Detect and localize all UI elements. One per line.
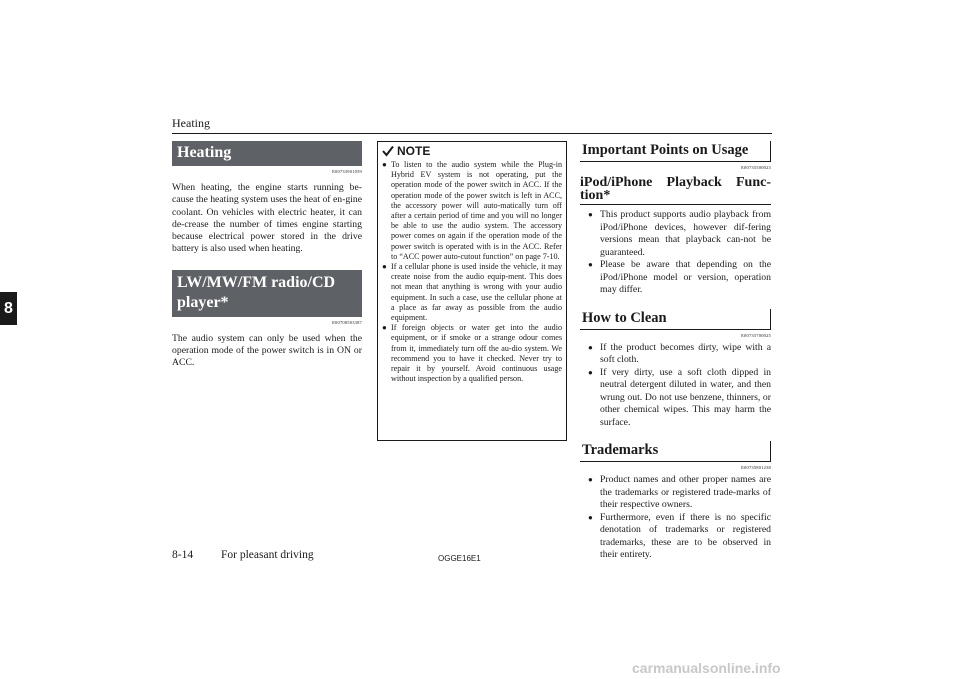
section-name: For pleasant driving bbox=[221, 549, 314, 561]
document-code: OGGE16E1 bbox=[438, 554, 481, 563]
list-item: ● Product names and other proper names are the trademarks or registered trade-marks of their respective owners. bbox=[588, 474, 771, 510]
how-to-clean-code: E00735700025 bbox=[741, 332, 771, 338]
trademarks-list bbox=[580, 474, 771, 562]
bullet-icon: ● bbox=[588, 260, 593, 269]
column-right bbox=[580, 141, 771, 562]
trademarks-heading: Trademarks bbox=[580, 441, 771, 462]
radio-body: The audio system can only be used when the operation mode of the power switch is in ON or ACC. bbox=[172, 332, 362, 369]
checkmark-icon bbox=[382, 145, 394, 157]
bullet-icon: ● bbox=[588, 342, 593, 352]
column-left bbox=[172, 141, 362, 370]
ipod-subheading-line2: tion* bbox=[580, 189, 771, 205]
ipod-list bbox=[580, 209, 771, 297]
list-item: ● If the product becomes dirty, wipe with a soft cloth. bbox=[588, 341, 771, 365]
note-label: NOTE bbox=[397, 144, 431, 158]
trademarks-code: E00735801238 bbox=[741, 465, 771, 470]
heating-code: E00733901059 bbox=[332, 169, 362, 174]
page-number: 8-14 bbox=[172, 549, 194, 561]
running-head: Heating bbox=[172, 116, 210, 130]
heating-body: When heating, the engine starts running be-cause the heating system uses the heat of en-gine coolant. On vehicles with electric heater, it can de-crease the number of times engine starting because electrical power stored in the drive battery is also used when heating. bbox=[172, 182, 362, 255]
list-item: ● This product supports audio playback from iPod/iPhone devices, however dif-fering versions mean that playback can-not be guaranteed. bbox=[588, 209, 771, 258]
ipod-subheading bbox=[580, 176, 771, 205]
bullet-icon: ● bbox=[382, 323, 387, 333]
bullet-icon: ● bbox=[588, 512, 593, 522]
note-item: ● If foreign objects or water get into the audio equipment, or if smoke or a strange odour comes from it, immediately turn off the au-dio system. We recommend you to have it checked. Never try to repair it by yourself. Avoid continuous usage without inspection by a qualified person. bbox=[382, 323, 562, 384]
ipod-subheading-line1: iPod/iPhone Playback Func- bbox=[580, 175, 771, 190]
important-points-code: E00735500023 bbox=[741, 165, 771, 170]
important-points-heading: Important Points on Usage bbox=[580, 141, 771, 162]
list-item: ● Furthermore, even if there is no specific denotation of trademarks or registered trademarks, these are to be observed in their entirety. bbox=[588, 511, 771, 560]
bullet-icon: ● bbox=[588, 210, 593, 219]
note-item: ● To listen to the audio system while the Plug-in Hybrid EV system is not operating, put the operation mode of the power switch in ACC. If the operation mode of the power switch is left in ACC, the accessory power will auto-matically turn off after a certain period of time and you will no longer be able to use the audio system. The accessory power comes on again if the operation mode of the power switch is operated with is in the ACC. Refer to “ACC power auto-cutout function” on page 7-10. bbox=[382, 160, 562, 261]
how-to-clean-heading: How to Clean bbox=[580, 309, 771, 330]
chapter-tab: 8 bbox=[0, 292, 17, 325]
radio-code: E00708503387 bbox=[332, 319, 362, 325]
note-box bbox=[377, 141, 567, 441]
note-item: ● If a cellular phone is used inside the vehicle, it may create noise from the audio equip-ment. This does not mean that anything is wrong with your audio equipment. In such a case, use the cellular phone at a place as far away as possible from the audio equipment. bbox=[382, 262, 562, 323]
bullet-icon: ● bbox=[588, 367, 593, 377]
bullet-icon: ● bbox=[382, 262, 387, 272]
list-item: ● If very dirty, use a soft cloth dipped in neutral detergent diluted in water, and then wrung out. Do not use benzene, thinners, or other chemical wipes. This may harm the surface. bbox=[588, 366, 771, 428]
watermark: carmanualsonline.info bbox=[632, 660, 781, 676]
bullet-icon: ● bbox=[588, 475, 593, 484]
radio-heading: LW/MW/FM radio/CD player* bbox=[172, 270, 362, 317]
clean-list bbox=[580, 342, 771, 430]
list-item: ● Please be aware that depending on the iPod/iPhone model or version, operation may differ. bbox=[588, 259, 771, 295]
heating-heading: Heating bbox=[172, 141, 362, 166]
bullet-icon: ● bbox=[382, 160, 387, 169]
note-header bbox=[382, 144, 562, 158]
column-middle bbox=[377, 141, 567, 441]
header-rule bbox=[172, 133, 772, 134]
note-list bbox=[382, 160, 562, 384]
